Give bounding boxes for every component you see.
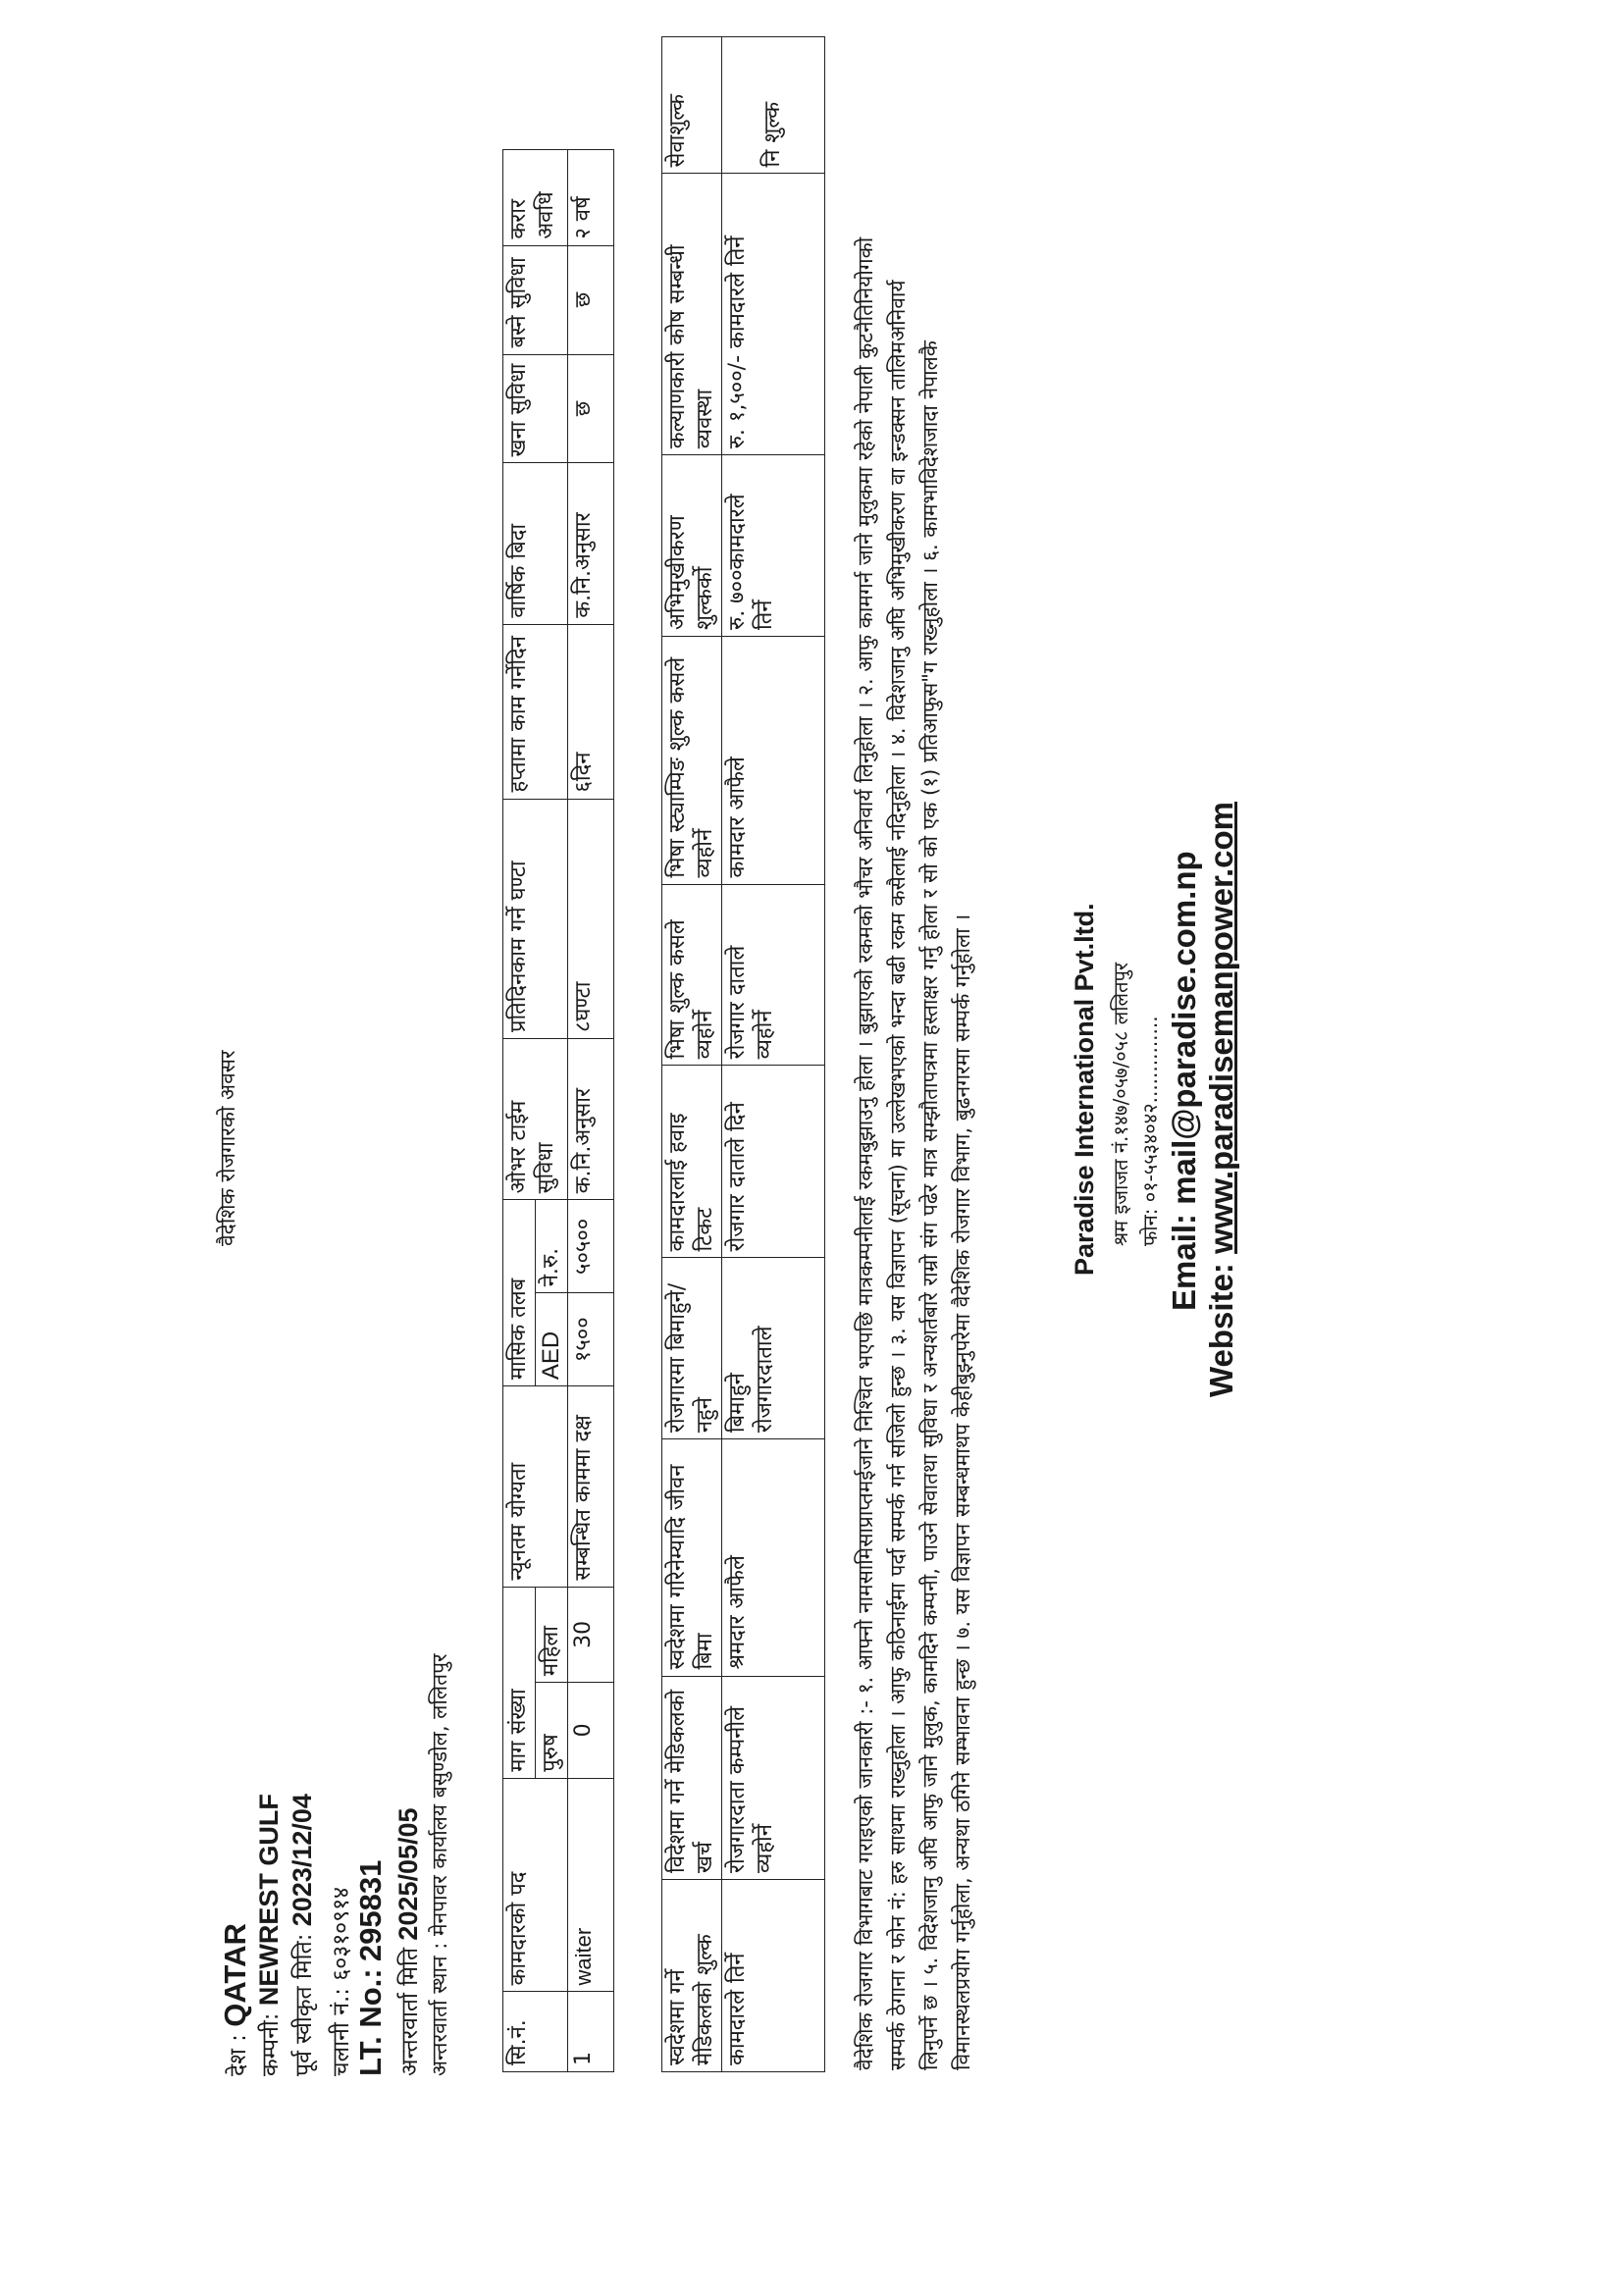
- lt-line: [353, 1860, 389, 2076]
- row-post: waiter: [568, 1778, 614, 1992]
- header-annual-leave: वार्षिक बिदा: [503, 463, 568, 624]
- header-accommodation: बस्ने सुविधा: [503, 245, 568, 354]
- chalani-value: ६०३१०९१४: [329, 1886, 354, 1981]
- page-heading: वैदेशिक रोजगारको अवसर: [216, 1050, 239, 1246]
- fee-visa-stamp: कामदार आफैले: [722, 636, 825, 884]
- header-post: कामदारको पद: [503, 1778, 568, 1992]
- country-line: [218, 1923, 253, 2076]
- fee-header-employment: रोजगारमा बिमाहुने/नहुने: [662, 1258, 722, 1439]
- header-sn: सि.नं.: [503, 1992, 568, 2072]
- header-demand: माग संख्या: [503, 1587, 536, 1778]
- row-accommodation: छ: [568, 245, 614, 354]
- chalani-label: चलानी नं.:: [329, 1987, 354, 2076]
- row-male: 0: [568, 1683, 614, 1779]
- header-qualification: न्यूनतम योग्यता: [503, 1386, 568, 1587]
- chalani-line: [324, 1887, 355, 2076]
- agency-website[interactable]: [1203, 802, 1240, 1397]
- table-header-row: [503, 150, 536, 2072]
- agency-phone: फोन: ०१-५५३४०४२..............: [1138, 1016, 1162, 1246]
- fee-header-visa-fee: भिषा शुल्क कसले व्यहोर्ने: [662, 884, 722, 1066]
- approval-line: [287, 1794, 318, 2076]
- header-daily-hours: प्रतिदिनकाम गर्ने घण्टा: [503, 799, 568, 1039]
- header-female: महिला: [536, 1587, 568, 1683]
- fee-orientation: रु. ७००कामदारले तिर्ने: [722, 455, 825, 637]
- interview-date-value: 2025/05/05: [393, 1807, 423, 1941]
- fee-service: नि शुल्क: [722, 37, 825, 175]
- row-npr: ५०५००: [568, 1200, 614, 1293]
- agency-email[interactable]: Email: mail@paradise.com.np: [1166, 851, 1202, 1311]
- row-aed: १५००: [568, 1293, 614, 1386]
- website-link[interactable]: www.paradisemanpower.com: [1203, 801, 1239, 1254]
- fee-header-row: [662, 37, 722, 2072]
- notes-paragraph: वैदेशिक रोजगार विभागबाट गराइएको जानकारी :- १. आफ्नो नामसामिसाप्राप्तमईजाने निश्चित भएपछि मात्रकम्पनीलाई रकमबुझाउनु होला । बुझाएको रकमको भौचर अनिवार्य लिनुहोला । २. आफु कामगर्न जाने मुलुकमा रहेको नेपाली कुटनैतिनियोगको सम्पर्क ठेगाना र फोन नं: हरु साथमा राख्नुहोला । आफु कठिनाईमा पर्दा सम्पर्क गर्न सजिलो हुन्छ । ३. यस विज्ञापन (सूचना) मा उल्लेखभएको भन्दा बढी रकम कसैलाई नदिनुहोला । ४. विदेशजानु अघि अभिमुखीकरण वा इन्डक्सन तालिमअनिवार्य लिनुपर्ने छ । ५. विदेशजानु अघि आफु जाने मुलुक, कामदिने कम्पनी, पाउने सेवातथा सुविधा र अन्यशर्तबारे राम्रो संग पढेर मात्र सम्झौतापत्रमा हस्ताक्षर गर्नु होला र सो को एक (१) प्रतिआफुस"ग राख्नुहोला । ६. कामभाविदेशजादा नेपालकै विमानस्थलप्रयोग गर्नुहोला, अन्यथा ठगिने सम्भावना हुन्छ । ७. यस विज्ञापन सम्बन्धमाथप केहीबुझ्नुपरेमा वैदेशिक रोजगार विभाग, बुढनगरमा सम्पर्क गर्नुहोला ।: [854, 236, 974, 2070]
- table-row: [568, 150, 614, 2072]
- row-overtime: क.नि.अनुसार: [568, 1039, 614, 1200]
- fee-welfare: रु. १,५००/- कामदारले तिर्ने: [722, 174, 825, 455]
- company-label: कम्पनी:: [258, 2012, 284, 2076]
- row-weekly-days: ६दिन: [568, 624, 614, 799]
- company-value: NEWREST GULF: [254, 1794, 284, 2007]
- header-weekly-days: हप्तामा काम गर्नेदिन: [503, 624, 568, 799]
- fee-header-visa-stamp: भिषा स्ट्याम्पिङ शुल्क कसले व्यहोर्ने: [662, 636, 722, 884]
- header-salary: मासिक तलब: [503, 1200, 536, 1386]
- fee-header-insurance: स्वदेशमा गरिनेम्यादि जीवन बिमा: [662, 1439, 722, 1676]
- row-qualification: सम्बन्धित काममा दक्ष: [568, 1386, 614, 1587]
- approval-label: पूर्व स्वीकृत मिति:: [291, 1933, 317, 2076]
- company-line: [253, 1794, 285, 2076]
- header-male: पुरुष: [536, 1683, 568, 1779]
- fee-abroad-medical: रोजगारदाता कम्पनीले व्यहोर्ने: [722, 1676, 825, 1879]
- fee-header-home-medical: स्वदेशमा गर्ने मेडिकलको शुल्क: [662, 1879, 722, 2071]
- row-sn: 1: [568, 1992, 614, 2072]
- fee-header-orientation: अभिमुखीकरण शुल्कर्काे: [662, 455, 722, 637]
- row-food: छ: [568, 354, 614, 463]
- job-details-table: [502, 149, 614, 2072]
- lt-label: LT. No.:: [353, 1968, 388, 2076]
- fee-air-ticket: रोजगार दाताले दिने: [722, 1066, 825, 1258]
- fee-row: [722, 37, 825, 2072]
- interview-date-line: [393, 1807, 424, 2076]
- row-daily-hours: ८घण्टा: [568, 799, 614, 1039]
- lt-value: 295831: [353, 1859, 388, 1962]
- fee-details-table: [661, 36, 825, 2072]
- fee-visa-fee: रोजगार दाताले व्यहोर्ने: [722, 884, 825, 1066]
- interview-place: अन्तरवार्ता स्थान : मेनपावर कार्यालय बसुण्डोल, ललितपुर: [428, 1653, 451, 2076]
- fee-header-air-ticket: कामदारलाई हवाइ टिकट: [662, 1066, 722, 1258]
- fee-insurance: श्रमदार आफैले: [722, 1439, 825, 1676]
- fee-header-abroad-medical: विदेशमा गर्ने मेडिकलको खर्च: [662, 1676, 722, 1879]
- header-food: खना सुविधा: [503, 354, 568, 463]
- header-npr: ने.रु.: [536, 1200, 568, 1293]
- interview-date-label: अन्तरवार्ता मिति: [397, 1947, 423, 2076]
- fee-header-welfare: कल्याणकारी कोष सम्बन्धी व्यवस्था: [662, 174, 722, 455]
- fee-employment: बिमाहुने रोजगारदाताले: [722, 1258, 825, 1439]
- row-contract: २ वर्ष: [568, 150, 614, 246]
- website-label: Website:: [1203, 1253, 1239, 1397]
- fee-header-service: सेवाशुल्क: [662, 37, 722, 175]
- row-annual-leave: क.नि.अनुसार: [568, 463, 614, 624]
- approval-date: 2023/12/04: [288, 1794, 317, 1927]
- fee-home-medical: कामदारले तिर्ने: [722, 1879, 825, 2071]
- agency-name: Paradise International Pvt.ltd.: [1070, 903, 1099, 1276]
- agency-license: श्रम इजाजत नं.१४७/०५७/०५८ ललितपुर: [1109, 962, 1132, 1246]
- header-overtime: ओभर टाईम सुविधा: [503, 1039, 568, 1200]
- header-contract: करार अवधि: [503, 150, 568, 246]
- country-value: QATAR: [218, 1923, 252, 2027]
- country-label: देश :: [226, 2034, 251, 2076]
- row-female: 30: [568, 1587, 614, 1683]
- header-aed: AED: [536, 1293, 568, 1386]
